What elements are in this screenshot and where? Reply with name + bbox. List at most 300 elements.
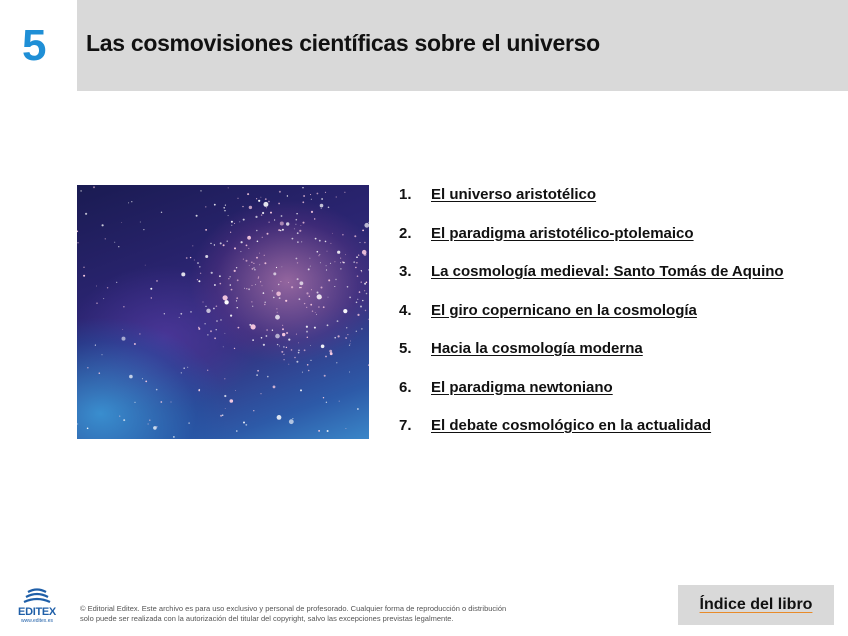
star — [198, 390, 200, 392]
star — [302, 187, 303, 188]
star — [302, 372, 303, 373]
star — [200, 190, 201, 191]
star — [268, 201, 270, 203]
star — [311, 199, 312, 200]
toc-item-number: 4. — [399, 301, 412, 319]
star — [283, 359, 284, 360]
star — [140, 222, 141, 223]
star — [156, 426, 157, 427]
star — [83, 275, 85, 277]
star — [264, 302, 266, 304]
star — [96, 302, 98, 304]
star — [309, 296, 310, 297]
book-index-label: Índice del libro — [699, 596, 813, 613]
chapter-number: 5 — [22, 21, 47, 70]
toc-link-cosmologia-medieval[interactable]: La cosmología medieval: Santo Tomás de Aquino — [431, 263, 784, 280]
star — [198, 280, 200, 282]
star — [266, 329, 268, 331]
star — [129, 375, 133, 379]
star — [297, 232, 299, 234]
star — [282, 229, 284, 231]
star — [317, 294, 322, 299]
star — [190, 257, 191, 258]
star — [304, 349, 306, 351]
star — [216, 320, 218, 322]
star — [134, 343, 136, 345]
star — [246, 245, 248, 247]
star — [229, 276, 230, 277]
star — [262, 285, 263, 286]
star — [292, 418, 293, 419]
star — [310, 258, 311, 259]
star — [77, 424, 78, 425]
toc-item-number: 1. — [399, 186, 412, 203]
star — [263, 202, 268, 207]
star — [280, 281, 281, 282]
star — [336, 362, 337, 363]
star — [366, 282, 368, 284]
star — [346, 327, 347, 328]
star — [350, 344, 351, 345]
star — [220, 415, 222, 417]
star — [273, 386, 276, 389]
star — [275, 315, 280, 320]
star — [230, 232, 231, 233]
star — [307, 337, 308, 338]
star — [148, 423, 149, 424]
star — [320, 262, 321, 263]
star — [261, 337, 263, 339]
star — [216, 329, 217, 330]
star — [149, 420, 150, 421]
star — [230, 399, 234, 403]
star — [301, 241, 302, 242]
star — [308, 268, 310, 270]
star — [116, 282, 117, 283]
star — [258, 200, 260, 202]
star — [204, 323, 205, 324]
star — [310, 266, 311, 267]
star — [361, 328, 362, 329]
star — [278, 203, 280, 205]
star — [194, 260, 195, 261]
star — [244, 288, 245, 289]
star — [268, 222, 269, 223]
star — [306, 331, 308, 333]
toc-link-paradigma-newtoniano[interactable]: El paradigma newtoniano — [431, 378, 613, 396]
star — [95, 345, 96, 346]
star — [276, 267, 277, 268]
star — [225, 205, 226, 206]
star — [83, 267, 84, 268]
star — [325, 356, 327, 358]
star-cluster-image — [77, 185, 369, 439]
star — [219, 275, 221, 277]
star — [326, 269, 327, 270]
star — [282, 325, 283, 326]
star — [199, 266, 201, 268]
editex-logo — [14, 588, 60, 628]
star — [327, 430, 329, 432]
star — [366, 293, 368, 295]
star — [272, 330, 273, 331]
star — [261, 393, 262, 394]
toc-link-giro-copernicano[interactable]: El giro copernicano en la cosmología — [431, 301, 697, 319]
star — [236, 297, 238, 299]
star — [179, 317, 180, 318]
star — [238, 198, 239, 199]
star — [143, 229, 144, 230]
star — [349, 345, 350, 346]
star — [77, 242, 78, 243]
star — [319, 255, 320, 256]
star — [256, 198, 257, 199]
star — [286, 332, 288, 334]
star — [131, 201, 132, 202]
star — [264, 262, 266, 264]
star — [248, 248, 249, 249]
star — [362, 230, 364, 232]
star — [85, 213, 87, 215]
star — [258, 276, 259, 277]
star — [183, 367, 185, 369]
star — [356, 331, 357, 332]
star — [328, 297, 329, 298]
star — [180, 313, 182, 315]
star — [325, 241, 327, 243]
star — [190, 311, 191, 312]
star — [273, 272, 276, 275]
star — [153, 426, 157, 430]
star — [272, 290, 273, 291]
star — [114, 242, 115, 243]
toc-item — [399, 379, 784, 418]
star — [311, 211, 313, 213]
star — [303, 195, 305, 197]
star — [321, 198, 323, 200]
star — [296, 219, 298, 221]
toc-item — [399, 417, 784, 456]
star — [205, 255, 208, 258]
star — [231, 225, 232, 226]
star — [326, 402, 327, 403]
star — [187, 367, 188, 368]
star — [310, 304, 312, 306]
star — [281, 351, 283, 353]
star — [181, 372, 182, 373]
toc-item-number: 7. — [399, 417, 412, 434]
table-of-contents — [399, 186, 784, 456]
page-title: Las cosmovisiones científicas sobre el universo — [86, 30, 600, 56]
star — [361, 271, 362, 272]
star — [337, 251, 340, 254]
star — [300, 287, 302, 289]
star — [334, 286, 335, 287]
toc-link-cosmologia-moderna[interactable]: Hacia la cosmología moderna — [431, 340, 643, 357]
star — [330, 263, 331, 264]
star — [252, 285, 253, 286]
star — [306, 326, 308, 328]
toc-link-universo-aristotelico[interactable]: El universo aristotélico — [431, 186, 597, 203]
star — [355, 267, 356, 268]
star — [334, 261, 335, 262]
star — [156, 389, 158, 391]
star — [319, 254, 320, 255]
star — [335, 279, 336, 280]
star — [203, 302, 204, 303]
star — [257, 241, 259, 243]
star — [349, 297, 351, 299]
star — [358, 255, 359, 256]
star — [196, 215, 198, 217]
star — [214, 204, 216, 206]
star — [364, 253, 367, 256]
star — [210, 330, 212, 332]
star — [310, 345, 311, 346]
star — [254, 269, 256, 271]
star — [230, 315, 232, 317]
star — [119, 416, 120, 417]
star — [304, 303, 305, 304]
star — [297, 241, 299, 243]
star — [319, 240, 321, 242]
star — [134, 402, 135, 403]
star — [314, 218, 315, 219]
star — [330, 243, 331, 244]
star — [242, 206, 243, 207]
star — [288, 282, 289, 283]
book-index-button[interactable] — [678, 585, 834, 625]
star — [308, 370, 310, 372]
star — [318, 297, 319, 298]
star — [251, 324, 256, 329]
star — [361, 270, 362, 271]
star — [121, 222, 122, 223]
star — [234, 247, 236, 249]
star — [291, 286, 293, 288]
star — [122, 329, 123, 330]
star — [207, 370, 208, 371]
star — [264, 304, 265, 305]
star — [173, 436, 175, 438]
star — [239, 222, 240, 223]
star — [327, 324, 329, 326]
star — [354, 235, 356, 237]
star — [334, 337, 336, 339]
star — [188, 422, 190, 424]
logo-url: www.editex.es — [21, 618, 53, 624]
star — [368, 269, 369, 270]
title-bar — [77, 0, 848, 91]
toc-item-number: 6. — [399, 378, 412, 396]
star — [228, 278, 229, 279]
star — [223, 207, 225, 209]
star — [289, 419, 294, 424]
star — [249, 206, 252, 209]
star — [347, 286, 349, 288]
star — [102, 224, 104, 226]
star — [256, 257, 258, 259]
star — [205, 306, 206, 307]
star — [332, 233, 333, 234]
star — [345, 428, 346, 429]
star — [292, 238, 294, 240]
star — [252, 306, 253, 307]
star — [278, 284, 279, 285]
star — [281, 215, 283, 217]
star — [164, 313, 165, 314]
star — [253, 410, 254, 411]
star — [300, 389, 302, 391]
star — [312, 311, 313, 312]
star — [161, 212, 162, 213]
star — [342, 234, 344, 236]
star — [223, 295, 228, 300]
star — [197, 262, 199, 264]
star — [302, 201, 304, 203]
star — [256, 230, 258, 232]
star — [253, 263, 254, 264]
star — [252, 339, 254, 341]
star — [318, 430, 320, 432]
star — [255, 284, 256, 285]
star — [237, 307, 238, 308]
star — [103, 298, 104, 299]
star — [145, 381, 147, 383]
star — [287, 195, 288, 196]
toc-link-debate-cosmologico[interactable]: El debate cosmológico en la actualidad — [431, 417, 712, 434]
star — [306, 292, 308, 294]
star — [277, 415, 282, 420]
star — [225, 408, 226, 409]
star — [77, 231, 78, 233]
star — [192, 245, 193, 246]
star — [240, 251, 241, 252]
star — [357, 408, 359, 410]
star — [306, 307, 307, 308]
star — [317, 292, 319, 294]
star — [236, 267, 237, 268]
star — [320, 204, 324, 208]
star — [282, 333, 285, 336]
star — [344, 192, 345, 193]
star — [317, 251, 319, 253]
star — [230, 284, 232, 286]
star — [350, 341, 351, 342]
star — [214, 337, 216, 339]
star — [245, 424, 247, 426]
star — [198, 328, 200, 330]
star — [262, 237, 263, 238]
star — [303, 222, 305, 224]
star — [296, 361, 298, 363]
star — [310, 194, 311, 195]
star — [284, 354, 285, 355]
star — [345, 254, 346, 255]
star — [263, 344, 265, 346]
star — [102, 354, 103, 355]
star — [340, 262, 341, 263]
star — [211, 272, 213, 274]
star — [256, 374, 258, 376]
star — [128, 202, 129, 203]
star — [315, 312, 316, 313]
toc-link-paradigma-aristotelico-ptolemaico[interactable]: El paradigma aristotélico-ptolemaico — [431, 224, 694, 242]
star — [220, 319, 221, 320]
star — [107, 287, 108, 288]
star — [263, 292, 265, 294]
star — [206, 309, 210, 313]
star — [275, 334, 280, 339]
copyright-line-2: solo puede ser realizada con la autorización del titular del copyright, salvo las excepciones previstas legalmente. — [80, 614, 454, 623]
star — [228, 187, 229, 188]
star — [251, 262, 252, 263]
star — [231, 221, 233, 223]
toc-item — [399, 225, 784, 264]
star — [301, 225, 302, 226]
star — [330, 352, 333, 355]
toc-item-number: 2. — [399, 224, 412, 242]
star — [139, 333, 140, 334]
star — [261, 197, 262, 198]
star — [234, 270, 236, 272]
star — [321, 287, 323, 289]
star — [311, 289, 312, 290]
star — [359, 291, 361, 293]
star — [257, 370, 259, 372]
star — [150, 288, 152, 290]
star — [298, 350, 300, 352]
logo-text: EDITEX — [18, 606, 56, 618]
star — [294, 357, 296, 359]
star — [181, 272, 185, 276]
toc-item — [399, 263, 784, 302]
star — [315, 238, 317, 240]
toc-item-number: 3. — [399, 263, 412, 280]
star — [216, 305, 218, 307]
star — [227, 241, 228, 242]
star — [266, 335, 268, 337]
star — [342, 261, 343, 262]
star — [321, 345, 325, 349]
star — [286, 222, 289, 225]
star — [262, 212, 264, 214]
star — [237, 279, 239, 281]
star — [99, 372, 101, 374]
star — [300, 281, 304, 285]
star — [299, 298, 301, 300]
star — [258, 278, 259, 279]
star — [347, 334, 348, 335]
star — [236, 430, 238, 432]
star — [276, 308, 277, 309]
star — [123, 306, 124, 307]
star — [253, 267, 254, 268]
star — [368, 222, 369, 223]
star — [252, 268, 254, 270]
star — [321, 208, 322, 209]
star — [220, 283, 222, 285]
star — [299, 230, 301, 232]
star — [259, 264, 260, 265]
star — [122, 337, 126, 341]
star — [324, 375, 326, 377]
star — [368, 319, 369, 320]
star — [264, 255, 265, 256]
editex-logo-icon — [14, 588, 60, 608]
star — [310, 360, 311, 361]
star — [224, 378, 225, 379]
